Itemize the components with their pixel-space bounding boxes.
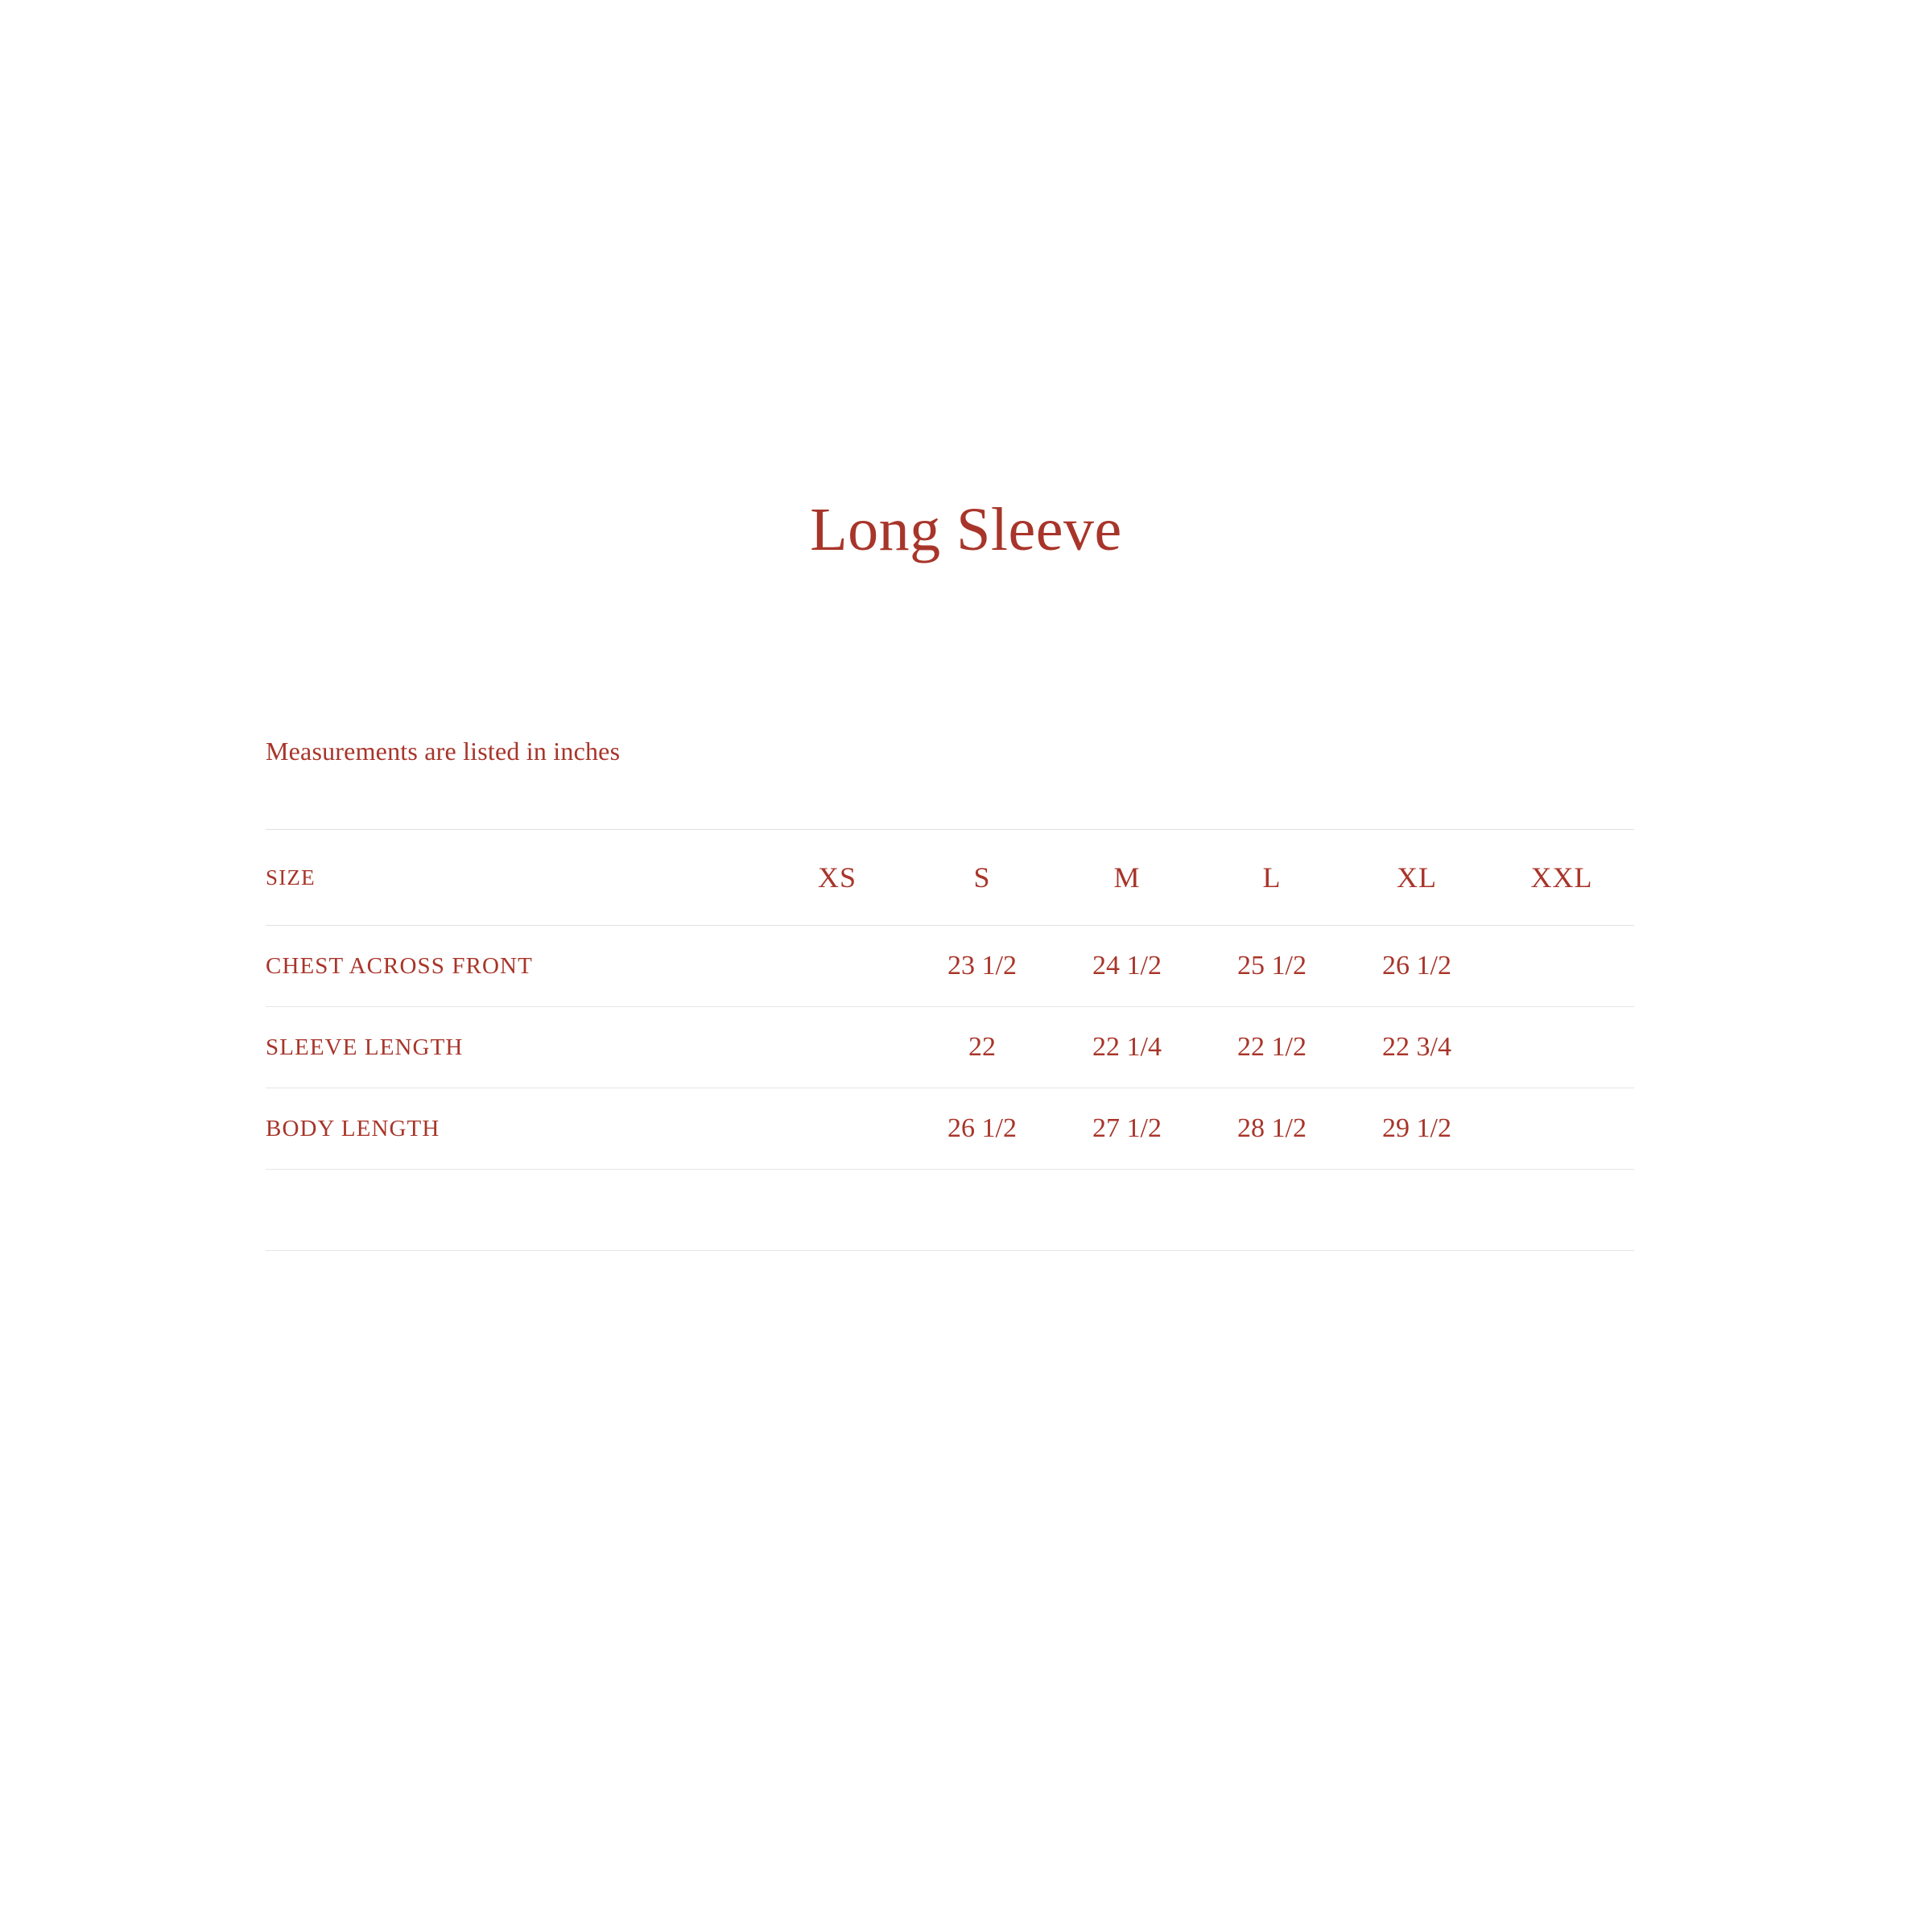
column-header-size: SIZE — [266, 830, 765, 926]
column-header-xl: XL — [1344, 830, 1489, 926]
cell-body-m: 27 1/2 — [1055, 1088, 1199, 1170]
size-chart-table — [266, 829, 1634, 1251]
column-header-l: L — [1199, 830, 1344, 926]
measurement-units-note: Measurements are listed in inches — [266, 737, 621, 766]
cell-sleeve-xs — [765, 1007, 910, 1088]
row-label-chest-across-front: CHEST ACROSS FRONT — [266, 926, 765, 1007]
cell-sleeve-xl: 22 3/4 — [1344, 1007, 1489, 1088]
cell-body-xxl — [1489, 1088, 1634, 1170]
spacer-cell — [1199, 1170, 1344, 1251]
table-row — [266, 1007, 1634, 1088]
cell-chest-s: 23 1/2 — [910, 926, 1055, 1007]
column-header-xs: XS — [765, 830, 910, 926]
cell-chest-xs — [765, 926, 910, 1007]
column-header-s: S — [910, 830, 1055, 926]
row-label-body-length: BODY LENGTH — [266, 1088, 765, 1170]
cell-chest-m: 24 1/2 — [1055, 926, 1199, 1007]
table-row — [266, 926, 1634, 1007]
cell-body-l: 28 1/2 — [1199, 1088, 1344, 1170]
spacer-cell — [765, 1170, 910, 1251]
column-header-m: M — [1055, 830, 1199, 926]
cell-body-xs — [765, 1088, 910, 1170]
cell-body-xl: 29 1/2 — [1344, 1088, 1489, 1170]
cell-sleeve-l: 22 1/2 — [1199, 1007, 1344, 1088]
cell-sleeve-m: 22 1/4 — [1055, 1007, 1199, 1088]
column-header-xxl: XXL — [1489, 830, 1634, 926]
cell-chest-l: 25 1/2 — [1199, 926, 1344, 1007]
spacer-cell — [910, 1170, 1055, 1251]
cell-sleeve-s: 22 — [910, 1007, 1055, 1088]
cell-chest-xl: 26 1/2 — [1344, 926, 1489, 1007]
spacer-cell — [1489, 1170, 1634, 1251]
cell-chest-xxl — [1489, 926, 1634, 1007]
spacer-cell — [1055, 1170, 1199, 1251]
table-footer-spacer-row — [266, 1170, 1634, 1251]
cell-sleeve-xxl — [1489, 1007, 1634, 1088]
size-chart-content — [266, 737, 1634, 1251]
table-row — [266, 1088, 1634, 1170]
page-title: Long Sleeve — [810, 496, 1122, 564]
spacer-cell — [266, 1170, 765, 1251]
table-header-row — [266, 830, 1634, 926]
cell-body-s: 26 1/2 — [910, 1088, 1055, 1170]
spacer-cell — [1344, 1170, 1489, 1251]
row-label-sleeve-length: SLEEVE LENGTH — [266, 1007, 765, 1088]
